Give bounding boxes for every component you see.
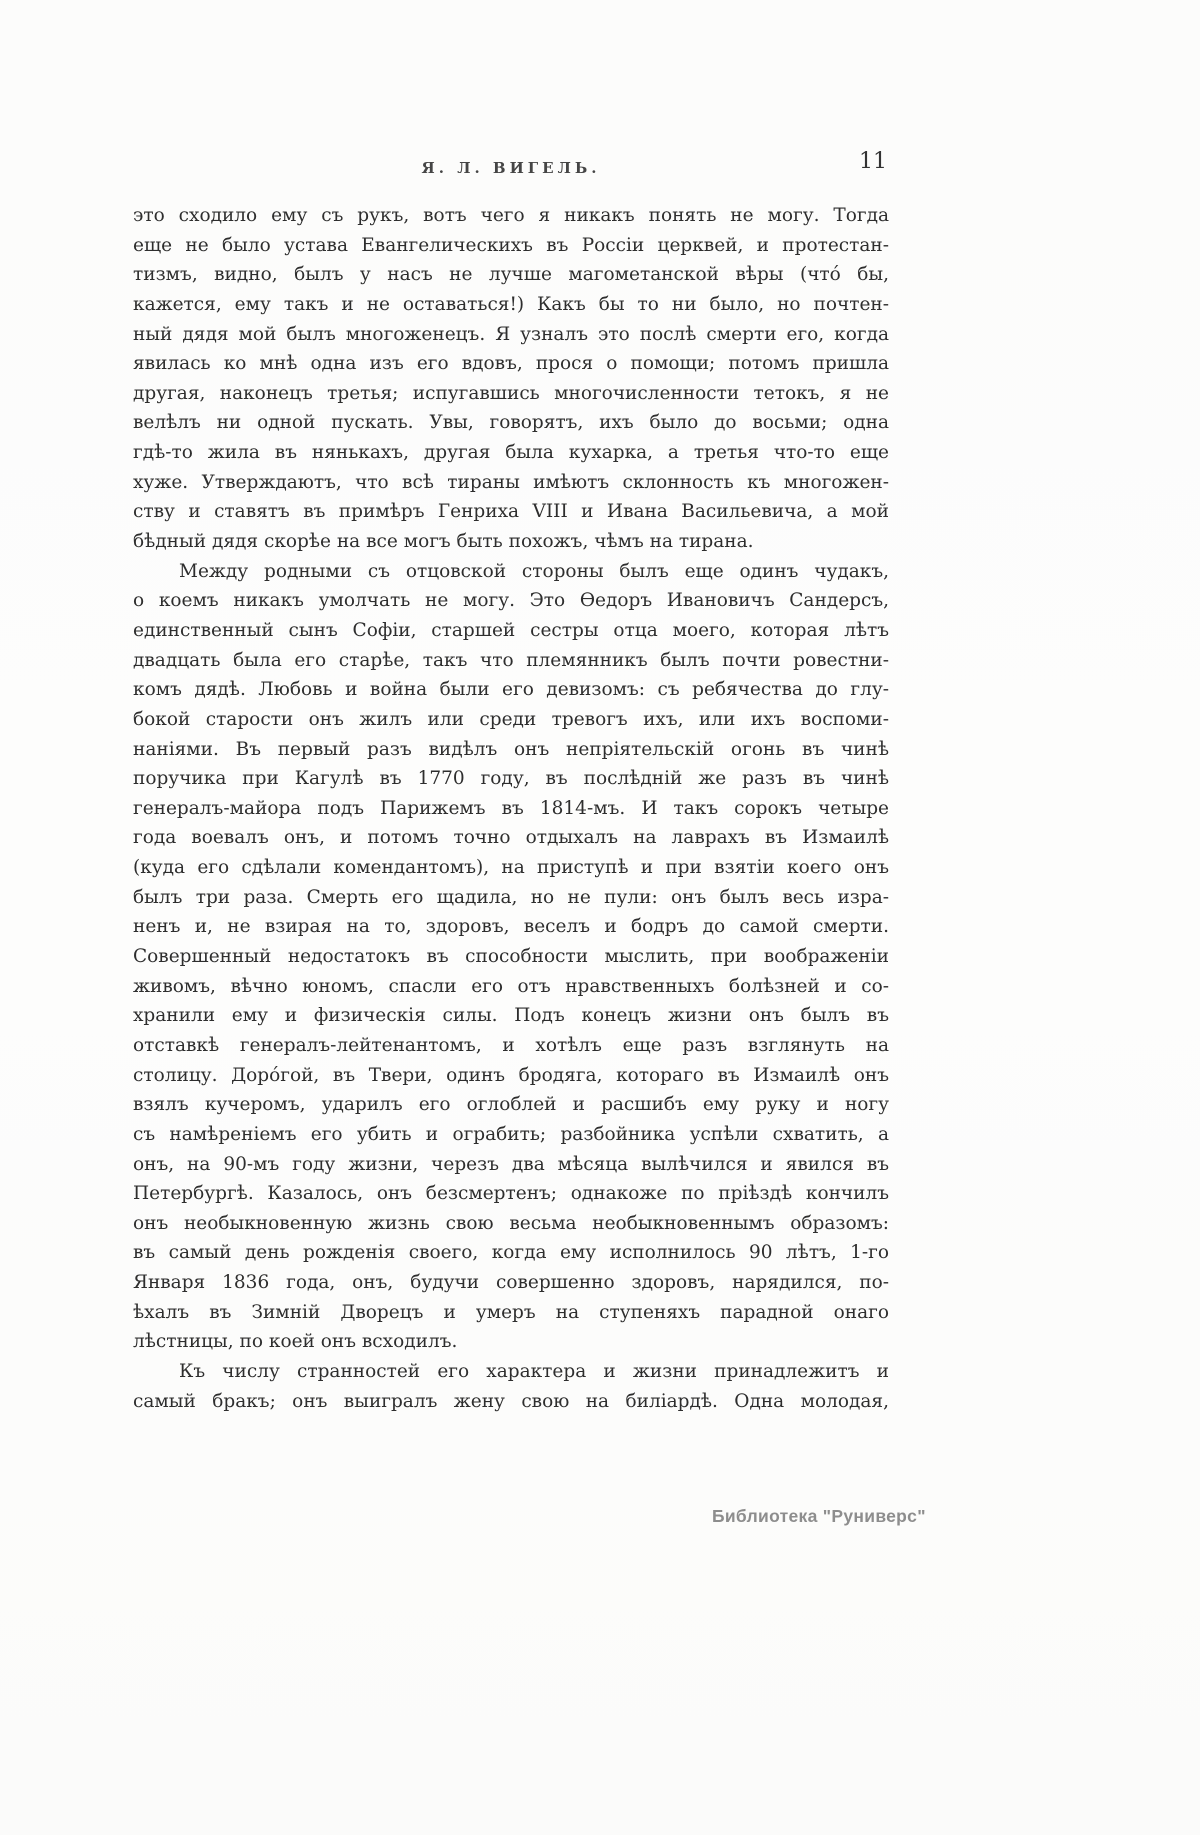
text-line: бокой старости онъ жилъ или среди тревогъ ихъ, или ихъ воспоми- [133, 708, 889, 730]
text-line: взялъ кучеромъ, ударилъ его оглоблей и расшибъ ему руку и ногу [133, 1094, 889, 1116]
text-line: хуже. Утверждаютъ, что всѣ тираны имѣютъ склонность къ многожен- [133, 471, 889, 493]
text-line: Къ числу странностей его характера и жизни принадлежитъ и [179, 1360, 889, 1382]
text-line: онъ необыкновенную жизнь свою весьма необыкновеннымъ образомъ: [133, 1212, 889, 1234]
text-line: кажется, ему такъ и не оставаться!) Какъ бы то ни было, но почтен- [133, 293, 889, 315]
text-line: ненъ и, не взирая на то, здоровъ, веселъ и бодръ до самой смерти. [133, 916, 889, 938]
text-line: онъ, на 90-мъ году жизни, черезъ два мѣсяца вылѣчился и явился въ [133, 1153, 889, 1175]
text-line: гдѣ-то жила въ нянькахъ, другая была кухарка, а третья что-то еще [133, 442, 889, 464]
text-line: (куда его сдѣлали комендантомъ), на приступѣ и при взятіи коего онъ [133, 857, 889, 879]
text-line: другая, наконецъ третья; испугавшись многочисленности тетокъ, я не [133, 382, 889, 404]
text-line: былъ три раза. Смерть его щадила, но не пули: онъ былъ весь изра- [133, 886, 889, 908]
text-line: ѣхалъ въ Зимній Дворецъ и умеръ на ступеняхъ парадной онаго [133, 1301, 889, 1323]
text-line: съ намѣреніемъ его убить и ограбить; разбойника успѣли схватить, а [133, 1123, 889, 1145]
text-line: въ самый день рожденія своего, когда ему исполнилось 90 лѣтъ, 1-го [133, 1242, 889, 1264]
text-line: ный дядя мой былъ многоженецъ. Я узналъ это послѣ смерти его, когда [133, 323, 889, 345]
text-line: Петербургѣ. Казалось, онъ безсмертенъ; однакоже по пріѣздѣ кончилъ [133, 1183, 889, 1205]
text-line: это сходило ему съ рукъ, вотъ чего я никакъ понять не могу. Тогда [133, 205, 889, 226]
text-line: комъ дядѣ. Любовь и война были его девизомъ: съ ребячества до глу- [133, 679, 889, 701]
text-line: бѣдный дядя скорѣе на все могъ быть похожъ, чѣмъ на тирана. [133, 531, 754, 553]
text-line: Между родными съ отцовской стороны былъ еще одинъ чудакъ, [179, 560, 889, 582]
text-line: двадцать была его старѣе, такъ что племянникъ былъ почти ровестни- [133, 649, 889, 671]
text-line: отставкѣ генералъ-лейтенантомъ, и хотѣлъ еще разъ взглянуть на [133, 1034, 889, 1056]
text-line: о коемъ никакъ умолчать не могу. Это Ѳедоръ Ивановичъ Сандерсъ, [133, 590, 889, 612]
text-line: лѣстницы, по коей онъ всходилъ. [133, 1331, 458, 1353]
running-title: Я. Л. ВИГЕЛЬ. [421, 159, 601, 177]
text-line: велѣлъ ни одной пускать. Увы, говорятъ, ихъ было до восьми; одна [133, 412, 889, 434]
text-line: столицу. Дорóгой, въ Твери, одинъ бродяга, котораго въ Измаилѣ онъ [133, 1064, 889, 1086]
text-line: Совершенный недостатокъ въ способности мыслить, при воображеніи [133, 946, 889, 968]
text-line: поручика при Кагулѣ въ 1770 году, въ послѣдній же разъ въ чинѣ [133, 768, 889, 790]
text-line: Января 1836 года, онъ, будучи совершенно здоровъ, нарядился, по- [133, 1272, 889, 1294]
library-watermark: Библиотека "Руниверс" [712, 1506, 926, 1526]
page-header [133, 149, 889, 187]
text-line: хранили ему и физическія силы. Подъ конецъ жизни онъ былъ въ [133, 1005, 889, 1027]
text-line: года воевалъ онъ, и потомъ точно отдыхалъ на лаврахъ въ Измаилѣ [133, 827, 889, 849]
text-line: единственный сынъ Софіи, старшей сестры отца моего, которая лѣтъ [133, 619, 889, 641]
text-line: генералъ-майора подъ Парижемъ въ 1814-мъ. И такъ сорокъ четыре [133, 797, 889, 819]
text-line: ству и ставятъ въ примѣръ Генриха VIII и Ивана Васильевича, а мой [133, 501, 889, 523]
text-line: самый бракъ; онъ выигралъ жену свою на биліардѣ. Одна молодая, [133, 1390, 889, 1412]
text-line: еще не было устава Евангелическихъ въ Россіи церквей, и протестан- [133, 234, 889, 256]
page-body-text [133, 201, 889, 1416]
text-line: тизмъ, видно, былъ у насъ не лучше магометанской вѣры (чтó бы, [133, 264, 889, 286]
page-number: 11 [859, 149, 887, 174]
text-line: явилась ко мнѣ одна изъ его вдовъ, прося о помощи; потомъ пришла [133, 353, 889, 375]
text-line: наніями. Въ первый разъ видѣлъ онъ непріятельскій огонь въ чинѣ [133, 738, 889, 760]
text-line: живомъ, вѣчно юномъ, спасли его отъ нравственныхъ болѣзней и со- [133, 975, 889, 997]
